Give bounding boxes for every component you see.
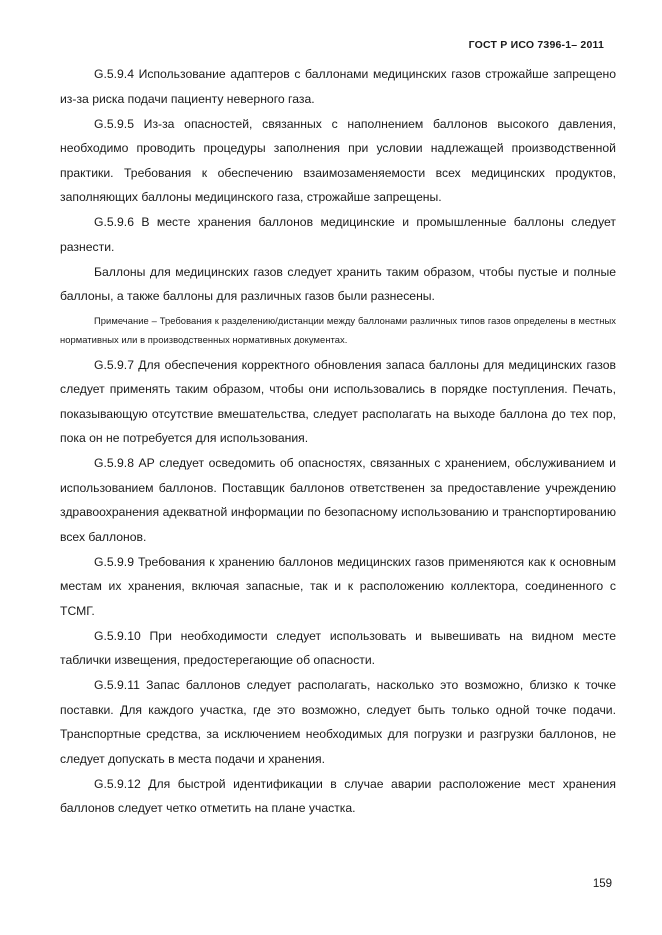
page-header-standard: ГОСТ Р ИСО 7396-1– 2011 bbox=[468, 39, 604, 51]
paragraph-g594: G.5.9.4 Использование адаптеров с баллонами медицинских газов строжайше запрещено из-за риска подачи пациенту неверного газа. bbox=[60, 67, 616, 106]
paragraph-g597: G.5.9.7 Для обеспечения корректного обновления запаса баллоны для медицинских газов следует применять таким образом, чтобы они использовались в порядке поступления. Печать, показывающую отсутствие вмешательства, следует располагать на выходе баллона до тех пор, пока он не потребуется для использования. bbox=[60, 357, 616, 445]
paragraph-g595: G.5.9.5 Из-за опасностей, связанных с наполнением баллонов высокого давления, необходимо проводить процедуры заполнения при условии надлежащей производственной практики. Требования к обеспечению взаимозаменяемости всех медицинских продуктов, заполняющих баллоны медицинского газа, строжайше запрещены. bbox=[60, 116, 616, 204]
paragraph-g599: G.5.9.9 Требования к хранению баллонов медицинских газов применяются как к основным местам их хранения, включая запасные, так и к расположению коллектора, соединенного с ТСМГ. bbox=[60, 554, 616, 618]
note-block bbox=[60, 311, 616, 349]
paragraph-g598: G.5.9.8 АР следует осведомить об опасностях, связанных с хранением, обслуживанием и использованием баллонов. Поставщик баллонов ответственен за предоставление учреждению здравоохранения адекватной информации по безопасному использованию и транспортированию всех баллонов. bbox=[60, 456, 616, 544]
paragraph-g5911: G.5.9.11 Запас баллонов следует располагать, насколько это возможно, близко к точке поставки. Для каждого участка, где это возможно, следует быть только одной точке подачи. Транспортные средства, за исключением необходимых для погрузки и разгрузки баллонов, не следует допускать в места подачи и хранения. bbox=[60, 678, 616, 766]
paragraph-g5910: G.5.9.10 При необходимости следует использовать и вывешивать на видном месте таблички извещения, предостерегающие об опасности. bbox=[60, 628, 616, 667]
document-body bbox=[60, 62, 616, 821]
page-number: 159 bbox=[592, 878, 612, 890]
paragraph-storage: Баллоны для медицинских газов следует хранить таким образом, чтобы пустые и полные баллоны, а также баллоны для различных газов были разнесены. bbox=[60, 264, 616, 303]
paragraph-g5912: G.5.9.12 Для быстрой идентификации в случае аварии расположение мест хранения баллонов следует четко отметить на плане участка. bbox=[60, 776, 616, 815]
note-text: Примечание – Требования к разделению/дистанции между баллонами различных типов газов определены в местных нормативных или в производственных нормативных документах. bbox=[60, 314, 616, 345]
paragraph-g596: G.5.9.6 В месте хранения баллонов медицинские и промышленные баллоны следует разнести. bbox=[60, 215, 616, 254]
